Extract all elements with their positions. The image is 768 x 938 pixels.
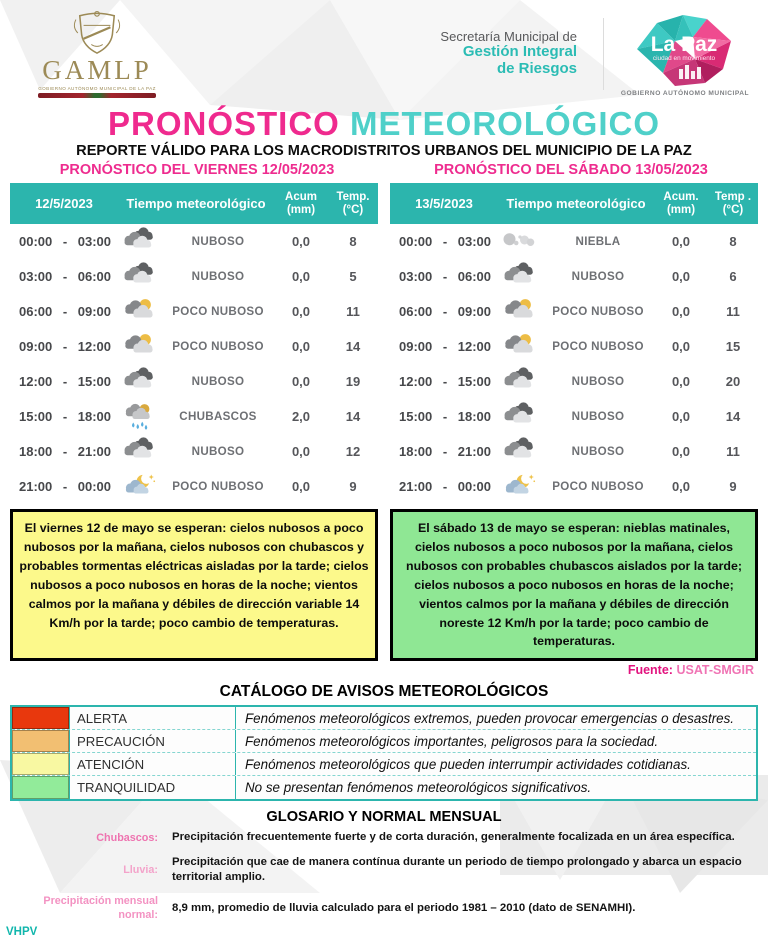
page-header [0, 0, 768, 104]
acum-value: 0,0 [671, 304, 691, 320]
time-range [390, 374, 498, 389]
forecast-row [390, 434, 758, 469]
time-start: 12:00 [19, 374, 53, 390]
condition-label: NUBOSO [191, 235, 245, 249]
acum-value: 0,0 [671, 234, 691, 250]
table-header-row [10, 183, 378, 224]
header-date: 12/5/2023 [35, 196, 93, 212]
temp-value: 5 [349, 269, 357, 285]
lapaz-logo [616, 11, 754, 97]
gamlp-logo [22, 10, 172, 98]
condition-label: NUBOSO [571, 270, 625, 284]
temp-value: 12 [345, 444, 361, 460]
header-divider [603, 18, 604, 90]
svg-text:La Paz: La Paz [650, 33, 718, 56]
catalog-table [10, 705, 758, 801]
header-temp-line2: (°C) [722, 203, 744, 216]
acum-value: 0,0 [671, 339, 691, 355]
catalog-description: Fenómenos meteorológicos importantes, peligrosos para la sociedad. [245, 733, 659, 749]
alerta-color-swatch [12, 707, 69, 729]
page-title-part1: PRONÓSTICO [107, 105, 340, 142]
page-subtitle: REPORTE VÁLIDO PARA LOS MACRODISTRITOS URBANOS DEL MUNICIPIO DE LA PAZ [76, 143, 692, 160]
condition-label: NUBOSO [191, 270, 245, 284]
time-end: 00:00 [77, 479, 111, 495]
time-separator: - [442, 304, 448, 320]
condition-label: CHUBASCOS [179, 410, 257, 424]
time-end: 06:00 [457, 269, 491, 285]
time-start: 21:00 [19, 479, 53, 495]
forecast-row [10, 259, 378, 294]
time-separator: - [62, 234, 68, 250]
forecast-table-friday [10, 183, 378, 504]
time-start: 06:00 [19, 304, 53, 320]
time-separator: - [62, 269, 68, 285]
temp-value: 9 [729, 479, 737, 495]
time-range [10, 444, 118, 459]
section-title-friday: PRONÓSTICO DEL VIERNES 12/05/2023 [59, 162, 335, 179]
time-start: 12:00 [399, 374, 433, 390]
time-separator: - [62, 339, 68, 355]
header-acum-line1: Acum [285, 190, 317, 203]
time-range [10, 339, 118, 354]
time-end: 15:00 [77, 374, 111, 390]
time-separator: - [62, 479, 68, 495]
lapaz-caption: GOBIERNO AUTÓNOMO MUNICIPAL [620, 90, 750, 97]
condition-label: NIEBLA [575, 235, 621, 249]
time-range [10, 269, 118, 284]
header-acum [274, 191, 328, 217]
header-weather: Tiempo meteorológico [506, 196, 646, 212]
condition-label: POCO NUBOSO [552, 340, 644, 354]
partly-sunny-icon [118, 298, 162, 325]
secretaria-title [440, 30, 577, 78]
time-range [10, 409, 118, 424]
atención-color-swatch [12, 753, 69, 775]
time-separator: - [442, 234, 448, 250]
cloudy-icon [498, 403, 542, 430]
glossary-definition: Precipitación frecuentemente fuerte y de corta duración, generalmente focalizada en un área específica. [172, 831, 735, 844]
glossary-term: Precipitación mensual normal: [43, 895, 158, 922]
time-start: 21:00 [399, 479, 433, 495]
header-acum-line1: Acum. [663, 190, 699, 203]
section-title-saturday: PRONÓSTICO DEL SÁBADO 13/05/2023 [434, 162, 708, 179]
time-separator: - [62, 304, 68, 320]
time-range [10, 374, 118, 389]
acum-value: 0,0 [671, 409, 691, 425]
temp-value: 14 [345, 409, 361, 425]
temp-value: 9 [349, 479, 357, 495]
catalog-description: Fenómenos meteorológicos que pueden interrumpir actividades cotidianas. [245, 756, 691, 772]
precaución-color-swatch [12, 730, 69, 752]
forecast-row [10, 364, 378, 399]
time-start: 09:00 [399, 339, 433, 355]
forecast-tables [0, 183, 768, 504]
acum-value: 0,0 [291, 339, 311, 355]
time-start: 00:00 [399, 234, 433, 250]
forecast-row [390, 399, 758, 434]
catalog-swatch-cell [12, 730, 70, 752]
glossary-term: Chubascos: [96, 831, 158, 844]
time-start: 18:00 [19, 444, 53, 460]
time-range [390, 339, 498, 354]
acum-value: 0,0 [671, 444, 691, 460]
time-separator: - [442, 479, 448, 495]
forecast-row [390, 224, 758, 259]
time-start: 09:00 [19, 339, 53, 355]
glossary-term: Lluvia: [123, 863, 158, 876]
time-end: 09:00 [77, 304, 111, 320]
temp-value: 14 [725, 409, 741, 425]
time-separator: - [62, 444, 68, 460]
condition-label: POCO NUBOSO [552, 480, 644, 494]
acum-value: 0,0 [291, 479, 311, 495]
time-separator: - [62, 409, 68, 425]
forecast-section-titles [0, 159, 768, 183]
header-temp [328, 191, 378, 217]
forecast-row [10, 294, 378, 329]
time-end: 09:00 [457, 304, 491, 320]
header-acum-line2: (mm) [666, 203, 696, 216]
secretaria-line3: de Riesgos [496, 60, 577, 78]
time-range [390, 479, 498, 494]
catalog-swatch-cell [12, 776, 70, 799]
condition-label: NUBOSO [571, 410, 625, 424]
time-start: 03:00 [19, 269, 53, 285]
lapaz-logo-icon [633, 11, 737, 89]
header-temp-line2: (°C) [342, 203, 364, 216]
forecast-row [10, 434, 378, 469]
summary-box-saturday: El sábado 13 de mayo se esperan: nieblas matinales, cielos nubosos a poco nubosos por la mañana, cielos nubosos con probables chubascos aislados por la tarde; cielos nubosos a poco nubosos en horas de la noche; vientos calmos por la mañana y débiles de dirección noreste 12 Km/h por la tarde; poco cambio de temperaturas. [390, 509, 758, 661]
condition-label: NUBOSO [191, 445, 245, 459]
time-end: 00:00 [457, 479, 491, 495]
catalog-row [12, 730, 756, 753]
table-header-row [390, 183, 758, 224]
forecast-row [10, 469, 378, 504]
temp-value: 8 [729, 234, 737, 250]
catalog-description: No se presentan fenómenos meteorológicos significativos. [245, 780, 592, 796]
temp-value: 11 [726, 444, 740, 460]
time-range [10, 304, 118, 319]
time-end: 03:00 [457, 234, 491, 250]
catalog-label: ALERTA [70, 707, 236, 729]
cloudy-icon [498, 438, 542, 465]
header-acum [654, 191, 708, 217]
time-start: 18:00 [399, 444, 433, 460]
night-partly-cloudy-icon [118, 473, 162, 500]
source-label: Fuente: [627, 663, 673, 678]
time-end: 18:00 [77, 409, 111, 425]
time-separator: - [442, 409, 448, 425]
catalog-label: ATENCIÓN [70, 753, 236, 775]
cloudy-icon [118, 263, 162, 290]
acum-value: 0,0 [671, 374, 691, 390]
time-start: 03:00 [399, 269, 433, 285]
temp-value: 11 [726, 304, 740, 320]
time-end: 12:00 [457, 339, 491, 355]
time-separator: - [62, 374, 68, 390]
forecast-row [10, 329, 378, 364]
time-range [390, 409, 498, 424]
temp-value: 20 [725, 374, 741, 390]
condition-label: NUBOSO [191, 375, 245, 389]
time-start: 06:00 [399, 304, 433, 320]
time-range [390, 234, 498, 249]
showers-icon [118, 403, 162, 430]
time-range [390, 269, 498, 284]
summary-boxes [0, 509, 768, 661]
time-end: 18:00 [457, 409, 491, 425]
catalog-row [12, 707, 756, 730]
acum-value: 0,0 [671, 269, 691, 285]
condition-label: POCO NUBOSO [172, 340, 264, 354]
time-start: 15:00 [399, 409, 433, 425]
time-range [10, 479, 118, 494]
catalog-title: CATÁLOGO DE AVISOS METEOROLÓGICOS [219, 683, 549, 701]
source-line [0, 663, 768, 677]
gamlp-acronym: GAMLP [42, 55, 152, 85]
time-range [390, 304, 498, 319]
time-end: 21:00 [77, 444, 111, 460]
acum-value: 2,0 [291, 409, 311, 425]
forecast-row [390, 364, 758, 399]
catalog-label: PRECAUCIÓN [70, 730, 236, 752]
gamlp-caption: GOBIERNO AUTÓNOMO MUNICIPAL DE LA PAZ [38, 86, 156, 91]
glossary-definition: 8,9 mm, promedio de lluvia calculado para el periodo 1981 – 2010 (dato de SENAMHI). [172, 901, 636, 914]
catalog-description: Fenómenos meteorológicos extremos, pueden provocar emergencias o desastres. [245, 710, 735, 726]
time-separator: - [442, 444, 448, 460]
temp-value: 8 [349, 234, 357, 250]
condition-label: POCO NUBOSO [172, 480, 264, 494]
condition-label: POCO NUBOSO [552, 305, 644, 319]
time-separator: - [442, 374, 448, 390]
time-end: 03:00 [77, 234, 111, 250]
page-title [0, 106, 768, 142]
condition-label: NUBOSO [571, 375, 625, 389]
gamlp-ribbon [38, 93, 156, 98]
time-end: 21:00 [457, 444, 491, 460]
secretaria-line1: Secretaría Municipal de [440, 28, 577, 44]
partly-sunny-icon [498, 298, 542, 325]
night-partly-cloudy-icon [498, 473, 542, 500]
acum-value: 0,0 [291, 374, 311, 390]
header-acum-line2: (mm) [286, 203, 316, 216]
forecast-row [10, 399, 378, 434]
cloudy-icon [498, 368, 542, 395]
forecast-row [390, 329, 758, 364]
header-temp-line1: Temp . [714, 190, 752, 203]
page-title-part2: METEOROLÓGICO [350, 105, 661, 142]
source-value: USAT-SMGIR [676, 663, 754, 678]
time-range [390, 444, 498, 459]
time-start: 00:00 [19, 234, 53, 250]
acum-value: 0,0 [291, 304, 311, 320]
time-start: 15:00 [19, 409, 53, 425]
time-separator: - [442, 339, 448, 355]
partly-sunny-icon [498, 333, 542, 360]
condition-label: NUBOSO [571, 445, 625, 459]
header-weather: Tiempo meteorológico [126, 196, 266, 212]
glossary-definition: Precipitación que cae de manera contínua durante un periodo de tiempo prolongado y abarca un espacio territorial amplio. [172, 855, 742, 883]
acum-value: 0,0 [671, 479, 691, 495]
catalog-swatch-cell [12, 753, 70, 775]
forecast-row [390, 259, 758, 294]
glossary-list [0, 830, 768, 922]
cloudy-icon [118, 438, 162, 465]
catalog-swatch-cell [12, 707, 70, 729]
tranquilidad-color-swatch [12, 776, 69, 799]
time-separator: - [442, 269, 448, 285]
time-range [10, 234, 118, 249]
temp-value: 15 [725, 339, 741, 355]
forecast-row [390, 294, 758, 329]
cloudy-icon [498, 263, 542, 290]
time-end: 15:00 [457, 374, 491, 390]
header-date: 13/5/2023 [415, 196, 473, 212]
condition-label: POCO NUBOSO [172, 305, 264, 319]
temp-value: 6 [729, 269, 737, 285]
temp-value: 14 [345, 339, 361, 355]
fog-icon [498, 228, 542, 255]
glossary-title: GLOSARIO Y NORMAL MENSUAL [266, 809, 502, 826]
cloudy-icon [118, 368, 162, 395]
cloudy-icon [118, 228, 162, 255]
temp-value: 11 [346, 304, 360, 320]
time-end: 12:00 [77, 339, 111, 355]
svg-text:ciudad en movimiento: ciudad en movimiento [652, 55, 716, 62]
acum-value: 0,0 [291, 269, 311, 285]
acum-value: 0,0 [291, 234, 311, 250]
header-temp [708, 191, 758, 217]
secretaria-line2: Gestión Integral [462, 43, 577, 61]
gamlp-coat-of-arms-icon [68, 10, 126, 56]
catalog-row [12, 753, 756, 776]
footer-initials: VHPV [6, 926, 38, 938]
header-temp-line1: Temp. [336, 190, 370, 203]
forecast-row [390, 469, 758, 504]
summary-box-friday: El viernes 12 de mayo se esperan: cielos nubosos a poco nubosos por la mañana, cielos nubosos con chubascos y probables tormentas eléctricas aisladas por la tarde; cielos nubosos a poco nubosos en horas de la noche; vientos calmos por la mañana y débiles de dirección variable 14 Km/h por la tarde; poco cambio de temperaturas. [10, 509, 378, 661]
forecast-table-saturday [390, 183, 758, 504]
forecast-row [10, 224, 378, 259]
temp-value: 19 [345, 374, 361, 390]
time-end: 06:00 [77, 269, 111, 285]
catalog-row [12, 776, 756, 799]
acum-value: 0,0 [291, 444, 311, 460]
catalog-label: TRANQUILIDAD [70, 776, 236, 799]
partly-sunny-icon [118, 333, 162, 360]
